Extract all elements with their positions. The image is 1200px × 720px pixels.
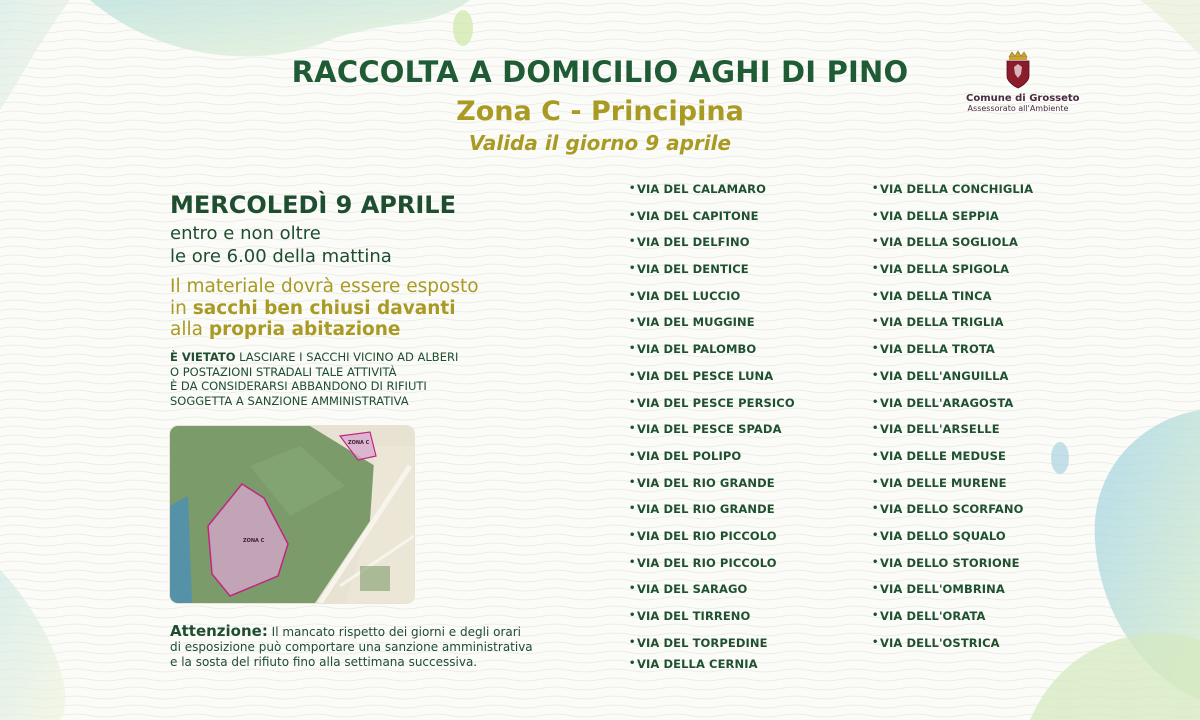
street-item: • VIA DELLO STORIONE bbox=[873, 554, 1113, 581]
time-line-1: entro e non oltre bbox=[170, 223, 321, 244]
street-list-column-2 bbox=[873, 180, 1113, 660]
attention-notice bbox=[170, 624, 533, 670]
attention-line-2: di esposizione può comportare una sanzione amministrativa bbox=[170, 640, 533, 654]
street-item: • VIA DELLE MEDUSE bbox=[873, 447, 1113, 474]
street-item: • VIA DEL CALAMARO bbox=[630, 180, 870, 207]
street-item: • VIA DELLA TROTA bbox=[873, 340, 1113, 367]
street-item: • VIA DELL'ARSELLE bbox=[873, 420, 1113, 447]
material-instructions bbox=[170, 276, 479, 341]
street-item: • VIA DELLA SPIGOLA bbox=[873, 260, 1113, 287]
street-item: • VIA DEL POLIPO bbox=[630, 447, 870, 474]
material-line-3-prefix: alla bbox=[170, 319, 209, 340]
attention-label: Attenzione: bbox=[170, 622, 268, 640]
material-line-3 bbox=[170, 319, 479, 341]
map-zone-label: ZONA C bbox=[243, 538, 265, 544]
warning-line-2: O POSTAZIONI STRADALI TALE ATTIVITÀ bbox=[170, 364, 397, 379]
street-item: • VIA DEL TORPEDINE bbox=[630, 634, 870, 656]
street-item: • VIA DELLA SOGLIOLA bbox=[873, 233, 1113, 260]
warning-line-1-rest: LASCIARE I SACCHI VICINO AD ALBERI bbox=[235, 350, 459, 364]
street-item: • VIA DEL TIRRENO bbox=[630, 607, 870, 634]
material-line-2-emphasis: sacchi ben chiusi davanti bbox=[192, 297, 456, 319]
street-item: • VIA DEL PALOMBO bbox=[630, 340, 870, 367]
collection-time bbox=[170, 222, 392, 268]
street-item: • VIA DEL DELFINO bbox=[630, 233, 870, 260]
street-item: • VIA DELLA SEPPIA bbox=[873, 207, 1113, 234]
prohibition-notice bbox=[170, 350, 458, 408]
street-item: • VIA DELL'OMBRINA bbox=[873, 580, 1113, 607]
street-item: • VIA DEL RIO GRANDE bbox=[630, 500, 870, 527]
street-item: • VIA DELLA CERNIA bbox=[630, 655, 870, 677]
material-line-1: Il materiale dovrà essere esposto bbox=[170, 276, 479, 297]
street-item: • VIA DEL MUGGINE bbox=[630, 313, 870, 340]
logo-subtitle: Assessorato all'Ambiente bbox=[967, 104, 1069, 113]
logo-title: Comune di Grosseto bbox=[966, 93, 1080, 104]
validity-date: Valida il giorno 9 aprile bbox=[468, 131, 732, 155]
street-item: • VIA DEL RIO GRANDE bbox=[630, 474, 870, 501]
material-line-2-prefix: in bbox=[170, 297, 193, 319]
material-line-2 bbox=[170, 298, 479, 320]
street-item: • VIA DEL PESCE SPADA bbox=[630, 420, 870, 447]
street-item: • VIA DEL CAPITONE bbox=[630, 207, 870, 234]
street-item: • VIA DELLA TRIGLIA bbox=[873, 313, 1113, 340]
street-item: • VIA DEL PESCE LUNA bbox=[630, 367, 870, 394]
street-item: • VIA DELLA TINCA bbox=[873, 287, 1113, 314]
collection-day: MERCOLEDÌ 9 APRILE bbox=[170, 191, 456, 219]
street-item: • VIA DELL'ANGUILLA bbox=[873, 367, 1113, 394]
street-item: • VIA DELL'ARAGOSTA bbox=[873, 394, 1113, 421]
street-item: • VIA DELL'ORATA bbox=[873, 607, 1113, 634]
attention-line-3: e la sosta del rifiuto fino alla settimana successiva. bbox=[170, 655, 478, 669]
street-item: • VIA DEL LUCCIO bbox=[630, 287, 870, 314]
street-item: • VIA DELLA CONCHIGLIA bbox=[873, 180, 1113, 207]
street-item: • VIA DELL'OSTRICA bbox=[873, 634, 1113, 661]
warning-line-4: SOGGETTA A SANZIONE AMMINISTRATIVA bbox=[170, 393, 409, 408]
street-item: • VIA DEL PESCE PERSICO bbox=[630, 394, 870, 421]
municipality-logo bbox=[966, 50, 1080, 113]
map-zone-label-small: ZONA C bbox=[348, 440, 370, 446]
street-list-column-1 bbox=[630, 180, 870, 677]
street-item: • VIA DEL RIO PICCOLO bbox=[630, 554, 870, 581]
page-title: RACCOLTA A DOMICILIO AGHI DI PINO bbox=[291, 55, 909, 89]
attention-line-1 bbox=[170, 624, 533, 640]
warning-line-1 bbox=[170, 350, 458, 365]
coat-of-arms-icon bbox=[1003, 50, 1033, 90]
street-item: • VIA DEL DENTICE bbox=[630, 260, 870, 287]
street-item: • VIA DELLE MURENE bbox=[873, 474, 1113, 501]
attention-line-1-text: Il mancato rispetto dei giorni e degli orari bbox=[267, 625, 522, 639]
street-item: • VIA DELLO SQUALO bbox=[873, 527, 1113, 554]
warning-line-3: È DA CONSIDERARSI ABBANDONO DI RIFIUTI bbox=[170, 379, 427, 393]
street-item: • VIA DELLO SCORFANO bbox=[873, 500, 1113, 527]
zone-subtitle: Zona C - Principina bbox=[456, 96, 744, 127]
time-line-2: le ore 6.00 della mattina bbox=[170, 246, 392, 267]
street-item: • VIA DEL SARAGO bbox=[630, 580, 870, 607]
material-line-3-emphasis: propria abitazione bbox=[208, 319, 401, 340]
warning-emphasis: È VIETATO bbox=[170, 350, 236, 364]
zone-map bbox=[170, 426, 414, 603]
street-item: • VIA DEL RIO PICCOLO bbox=[630, 527, 870, 554]
